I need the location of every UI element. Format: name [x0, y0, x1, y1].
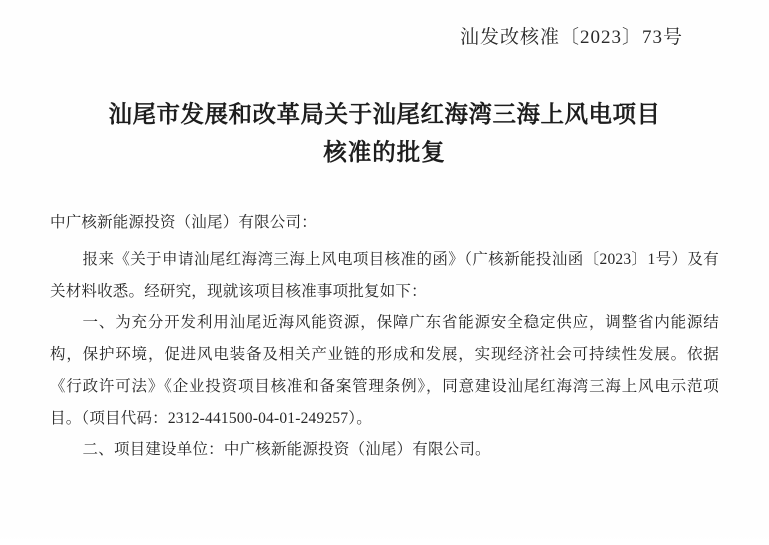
title-line-2: 核准的批复: [323, 139, 446, 166]
addressee-line: 中广核新能源投资（汕尾）有限公司：: [50, 214, 317, 232]
paragraph-3: 二、项目建设单位：中广核新能源投资（汕尾）有限公司。: [82, 441, 491, 459]
document-body: [28, 207, 741, 466]
document-title: [28, 95, 741, 171]
paragraph-2: 一、为充分开发利用汕尾近海风能资源，保障广东省能源安全稳定供应，调整省内能源结构，保护环境，促进风电装备及相关产业链的形成和发展，实现经济社会可持续性发展。依据《行政许可法》《企业投资项目核准和备案管理条例》，同意建设汕尾红海湾三海上风电示范项目。（项目代码：2312-441500-04-01-249257）。: [50, 314, 719, 427]
document-number: 汕发改核准〔2023〕73号: [459, 27, 683, 48]
page-bottom-fade: [0, 531, 769, 545]
title-line-1: 汕尾市发展和改革局关于汕尾红海湾三海上风电项目: [108, 101, 661, 127]
paragraph-1: 报来《关于申请汕尾红海湾三海上风电项目核准的函》（广核新能投汕函〔2023〕1号）及有关材料收悉。经研究，现就该项目核准事项批复如下：: [50, 250, 719, 300]
doc-number-row: [28, 0, 741, 49]
